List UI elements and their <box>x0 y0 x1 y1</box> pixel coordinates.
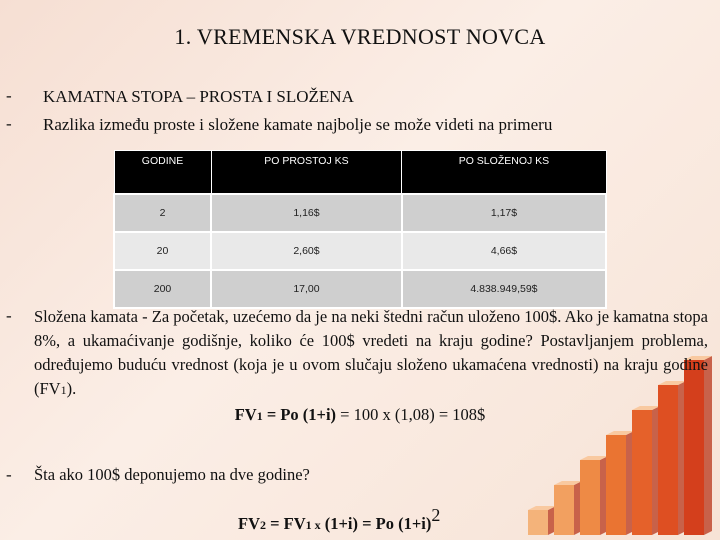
table-cell: 20 <box>114 232 211 270</box>
two-years-question: Šta ako 100$ deponujemo na dve godine? <box>34 465 310 484</box>
table-cell: 2,60$ <box>211 232 402 270</box>
formula-fv2-exponent: 2 <box>431 505 441 525</box>
compound-interest-paragraph <box>34 305 708 402</box>
paragraph-text: Složena kamata - Za početak, uzećemo da je na neki štedni račun uloženo 100$. Ako je kamatna stopa 8%, a ukamaćivanje godišnje, koliko će 100$ vredeti na kraju godine? Postavljanjem problema, određujemo buduću vrednost (koja je u ovom slučaju složeno ukamaćena vrednosti) na kraju godine (FV <box>34 307 708 398</box>
table-header-years: GODINE <box>114 151 211 195</box>
formula-fv2 <box>238 505 440 534</box>
table-cell: 17,00 <box>211 270 402 308</box>
formula-fv2-label: FV <box>238 514 260 533</box>
growth-bar <box>632 406 660 535</box>
table-row <box>114 270 606 308</box>
paragraph-end: ). <box>66 379 77 398</box>
page-title: 1. VREMENSKA VREDNOST NOVCA <box>174 24 546 49</box>
formula-fv2-mid: = FV <box>266 514 306 533</box>
formula-fv1-result: = 100 x (1,08) = 108$ <box>336 405 486 424</box>
bullet-dash: - <box>6 86 12 105</box>
table-header-simple: PO PROSTOJ KS <box>211 151 402 195</box>
table-cell: 1,17$ <box>402 194 606 232</box>
bullet-interest-rate: KAMATNA STOPA – PROSTA I SLOŽENA <box>43 87 354 106</box>
table-cell: 4.838.949,59$ <box>402 270 606 308</box>
formula-fv1-label: FV <box>234 405 257 424</box>
table-cell: 2 <box>114 194 211 232</box>
formula-fv2-sub: 2 <box>260 518 266 532</box>
growth-bar <box>528 506 556 535</box>
table-row <box>114 194 606 232</box>
table-header-compound: PO SLOŽENOJ KS <box>402 151 606 195</box>
bullet-difference: Razlika između proste i složene kamate najbolje se može videti na primeru <box>43 115 553 134</box>
growth-bar <box>606 431 634 535</box>
formula-fv1-sub: 1 <box>256 409 263 423</box>
growth-bar <box>554 481 582 535</box>
paragraph-subscript: 1 <box>60 383 67 397</box>
table-row <box>114 232 606 270</box>
formula-fv2-mid-sub: 1 x <box>305 518 321 532</box>
paragraph-dash: - <box>6 306 12 325</box>
formula-fv1-expr: = Po (1+i) <box>262 405 337 424</box>
table-cell: 1,16$ <box>211 194 402 232</box>
table-cell: 200 <box>114 270 211 308</box>
formula-fv1 <box>0 405 720 425</box>
bullet-dash: - <box>6 114 12 133</box>
formula-fv2-expr: (1+i) = Po (1+i) <box>320 514 432 533</box>
growth-bar <box>580 456 608 535</box>
interest-table <box>113 150 607 309</box>
table-cell: 4,66$ <box>402 232 606 270</box>
paragraph-dash: - <box>6 465 12 484</box>
